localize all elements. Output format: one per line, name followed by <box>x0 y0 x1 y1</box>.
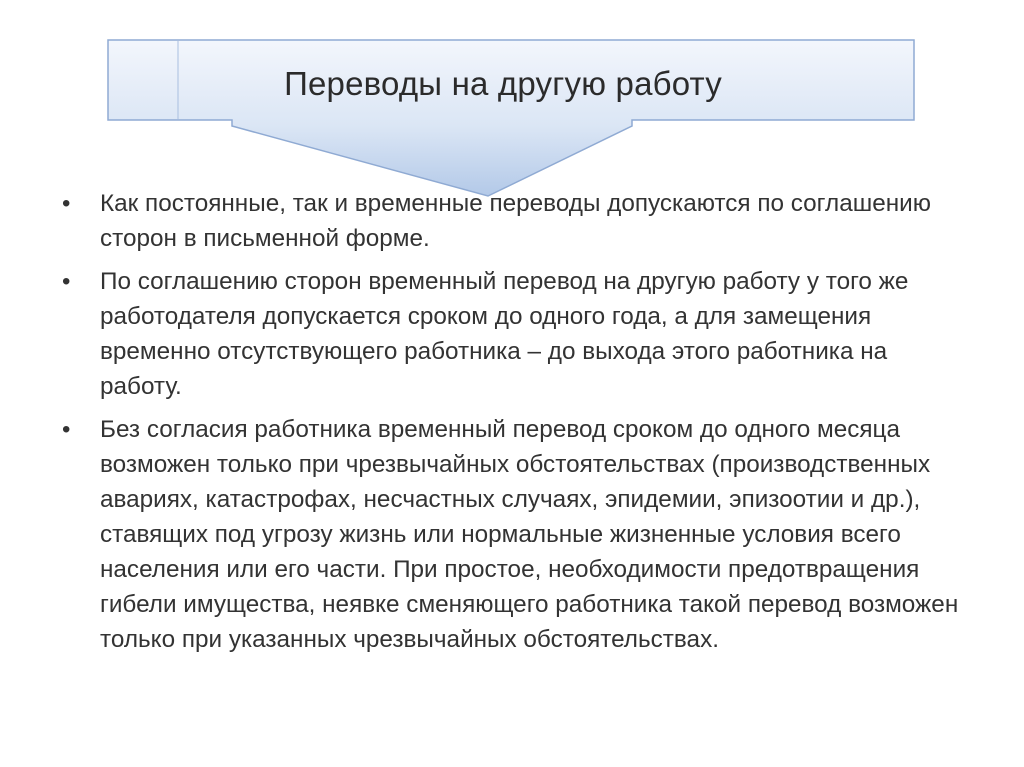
bullet-text: По соглашению сторон временный перевод на другую работу у того же работодателя допускается сроком до одного года, а для замещения временно отсутствующего работника – до выхода этого работника на работу. <box>100 268 909 400</box>
bullet-text: Без согласия работника временный перевод сроком до одного месяца возможен только при чрезвычайных обстоятельствах (производственных авариях, катастрофах, несчастных случаях, эпидемии, эпизоотии и др.), ставящих под угрозу жизнь или нормальные жизненные условия всего населения или его части. При простое, необходимости предотвращения гибели имущества, неявке сменяющего работника такой перевод возможен только при указанных чрезвычайных обстоятельствах. <box>100 416 959 653</box>
page-title: Переводы на другую работу <box>284 65 722 102</box>
bullet-item-3 <box>60 412 960 657</box>
bullet-list <box>60 186 960 665</box>
bullet-icon: • <box>62 268 71 295</box>
bullet-text: Как постоянные, так и временные переводы допускаются по соглашению сторон в письменной форме. <box>100 190 931 252</box>
bullet-item-2 <box>60 264 960 404</box>
bullet-icon: • <box>62 190 71 217</box>
bullet-item-1 <box>60 186 960 256</box>
bullet-icon: • <box>62 416 71 443</box>
